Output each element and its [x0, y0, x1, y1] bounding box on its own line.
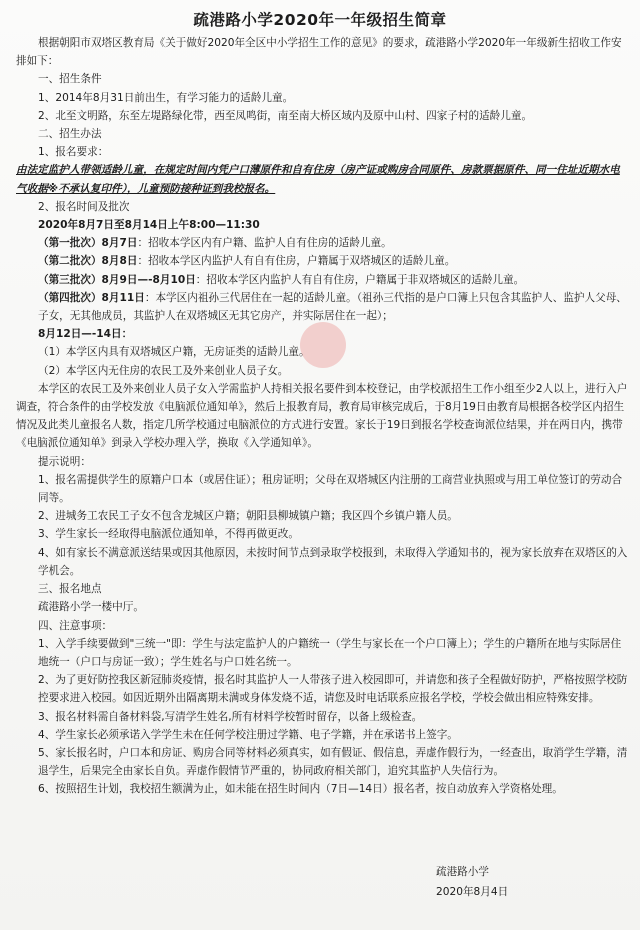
attention-item-3: 3、报名材料需自备材料袋,写清学生姓名,所有材料学校暂时留存，以备上级检查。 [38, 710, 423, 723]
location-text: 疏港路小学一楼中厅。 [38, 601, 144, 614]
attention-item-5: 5、家长报名时，户口本和房证、购房合同等材料必须真实，如有假证、假信息，弄虚作假行为，一经查出，取消学生学籍，清退学生，后果完全由家长自负。弄虚作假情节严重的，协同政府相关部门，追究其监护人失信行为。 [38, 746, 628, 778]
time-range: 2020年8月7日至8月14日上午8:00—11:30 [38, 219, 260, 232]
batch-2 [16, 252, 628, 270]
batch-4-text: ：本学区内祖孙三代居住在一起的适龄儿童。（祖孙三代指的是户口簿上只包含其监护人、监护人父母、子女，无其他成员，其监护人在双塔城区无其它房产，并实际居住在一起）； [38, 291, 627, 323]
attention-item-1: 1、入学手续要做到"三统一"即：学生与法定监护人的户籍统一（学生与家长在一个户口簿上）；学生的户籍所在地与实际居住地统一（户口与房证一致）；学生姓名与户口姓名统一。 [38, 637, 622, 668]
signature-organization: 疏港路小学 [436, 866, 489, 878]
batch-1-label: （第一批次）8月7日 [38, 237, 138, 250]
migrant-paragraph: 本学区的农民工及外来创业人员子女入学需监护人持相关报名要件到本校登记，由学校派招生工作小组至少2人以上，进行入户调查，符合条件的由学校发放《电脑派位通知单》，然后上报教育局，教育局审核完成后，于8月19日由教育局根据各校学区内招生情况及此类儿童报名人数，指定几所学校通过电脑派位的方式进行安置。家长于19日到报名学校查询派位结果，并在两日内，携带《电脑派位通知单》到录入学校办理入学，换取《入学通知单》。 [16, 382, 628, 450]
section-heading-methods: 二、招生办法 [38, 128, 102, 141]
batch-1-text: ：招收本学区内有户籍、监护人自有住房的适龄儿童。 [137, 237, 392, 250]
document-body [16, 34, 628, 799]
batch-1 [16, 234, 628, 252]
batch-4 [16, 289, 628, 325]
time-heading: 2、报名时间及批次 [38, 200, 130, 213]
note-3: 3、学生家长一经取得电脑派位通知单，不得再做更改。 [38, 528, 299, 541]
note-1: 1、报名需提供学生的原籍户口本（或居住证）；租房证明；父母在双塔城区内注册的工商营业执照或与用工单位签订的劳动合同等。 [38, 473, 623, 505]
signature-block [436, 862, 508, 902]
batch-2-text: ：招收本学区内监护人有自有住房，户籍属于双塔城区的适龄儿童。 [137, 255, 456, 268]
batch-5-label: 8月12日—-14日： [38, 328, 133, 341]
batch-5-item-1: （1）本学区内具有双塔城区户籍，无房证类的适龄儿童。 [38, 346, 310, 359]
notes-heading: 提示说明： [38, 455, 91, 468]
attention-item-6: 6、按照招生计划，我校招生额满为止，如未能在招生时间内（7日—14日）报名者，按自动放弃入学资格处理。 [38, 783, 563, 796]
section-heading-attention: 四、注意事项： [38, 619, 113, 632]
note-4: 4、如有家长不满意派送结果或因其他原因，未按时间节点到录取学校报到，未取得入学通知书的，视为家长放弃在双塔区的入学机会。 [38, 546, 628, 577]
page-title: 疏港路小学2020年一年级招生简章 [193, 11, 447, 29]
condition-item-2: 2、北至文明路，东至左堤路绿化带，西至凤鸣街，南至南大桥区域内及原中山村、四家子村的适龄儿童。 [38, 109, 533, 122]
batch-5-item-2: （2）本学区内无住房的农民工及外来创业人员子女。 [38, 364, 289, 377]
attention-item-4: 4、学生家长必须承诺入学学生未在任何学校注册过学籍、电子学籍，并在承诺书上签字。 [38, 728, 458, 741]
section-heading-location: 三、报名地点 [38, 583, 102, 596]
batch-3 [16, 271, 628, 289]
attention-item-2: 2、为了更好防控我区新冠肺炎疫情，报名时其监护人一人带孩子进入校园即可，并请您和孩子全程做好防护，严格按照学校防控要求进入校园。如因近期外出隔离期未满或身体发烧不适，请您及时电话联系应报名学校，学校会做出相应特殊安排。 [38, 674, 628, 705]
intro-paragraph: 根据朝阳市双塔区教育局《关于做好2020年全区中小学招生工作的意见》的要求，疏港路小学2020年一年级新生招收工作安排如下： [16, 37, 622, 68]
condition-item-1: 1、2014年8月31日前出生，有学习能力的适龄儿童。 [38, 91, 294, 104]
requirement-heading: 1、报名要求： [38, 146, 109, 159]
batch-2-label: （第二批次）8月8日 [38, 255, 138, 268]
note-2: 2、进城务工农民工子女不包含龙城区户籍；朝阳县柳城镇户籍；我区四个乡镇户籍人员。 [38, 510, 458, 523]
requirement-text: 由法定监护人带领适龄儿童，在规定时间内凭户口薄原件和自有住房（房产证或购房合同原件、房款票据原件、同一住址近期水电气收据※不承认复印件），儿童预防接种证到我校报名。 [16, 164, 620, 195]
signature-date: 2020年8月4日 [436, 886, 509, 898]
section-heading-conditions: 一、招生条件 [38, 73, 102, 86]
batch-3-label: （第三批次）8月9日—-8月10日 [38, 273, 196, 286]
batch-3-text: ：招收本学区内监护人有自有住房，户籍属于非双塔城区的适龄儿童。 [195, 273, 525, 286]
batch-4-label: （第四批次）8月11日 [38, 291, 145, 304]
